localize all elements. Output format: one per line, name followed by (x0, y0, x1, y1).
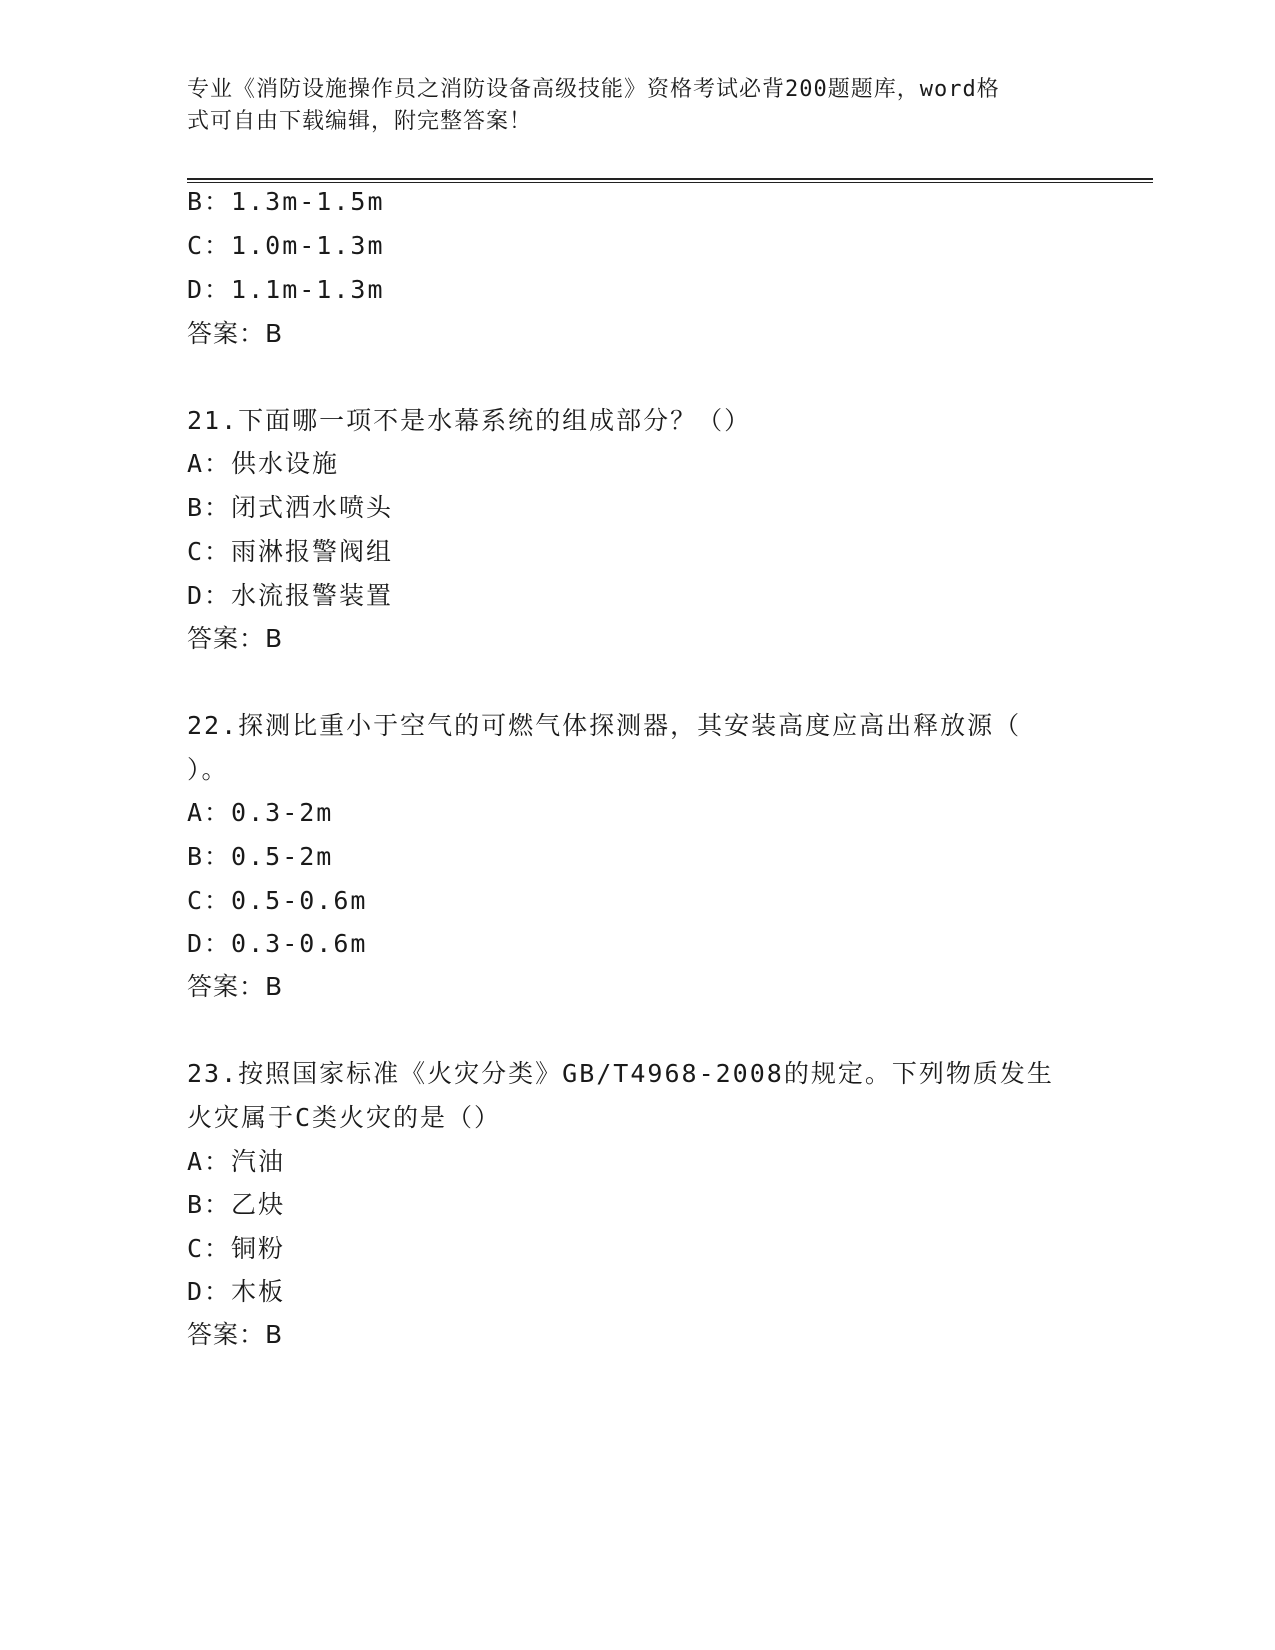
header-divider (187, 178, 1153, 183)
prev-option-c: C：1.0m-1.3m (187, 231, 385, 260)
question-23-option-c: C：铜粉 (187, 1234, 286, 1263)
question-21-option-b: B：闭式洒水喷头 (187, 493, 394, 522)
question-22-option-a: A：0.3-2m (187, 798, 334, 827)
question-22-option-b: B：0.5-2m (187, 842, 334, 871)
question-23-stem-cont: 火灾属于C类火灾的是（） (187, 1103, 502, 1132)
question-23-option-b: B：乙炔 (187, 1190, 286, 1219)
question-22-stem: 22.探测比重小于空气的可燃气体探测器，其安装高度应高出释放源（ (187, 711, 1022, 740)
question-22-option-d: D：0.3-0.6m (187, 929, 368, 958)
question-23-option-a: A：汽油 (187, 1147, 286, 1176)
prev-answer: 答案：B (187, 319, 284, 348)
question-22-answer: 答案：B (187, 972, 284, 1001)
question-23-option-d: D：木板 (187, 1277, 286, 1306)
question-21-answer: 答案：B (187, 624, 284, 653)
prev-option-b: B：1.3m-1.5m (187, 187, 385, 216)
prev-option-d: D：1.1m-1.3m (187, 275, 385, 304)
question-22-option-c: C：0.5-0.6m (187, 886, 368, 915)
header-line-2: 式可自由下载编辑，附完整答案！ (187, 109, 533, 134)
question-23-answer: 答案：B (187, 1320, 284, 1349)
document-header (187, 74, 1067, 138)
question-23-stem: 23.按照国家标准《火灾分类》GB/T4968-2008的规定。下列物质发生 (187, 1059, 1054, 1088)
header-line-1: 专业《消防设施操作员之消防设备高级技能》资格考试必背200题题库，word格 (187, 77, 1000, 102)
question-21-option-d: D：水流报警装置 (187, 581, 394, 610)
question-21-option-a: A：供水设施 (187, 449, 340, 478)
question-21-stem: 21.下面哪一项不是水幕系统的组成部分？（） (187, 406, 752, 435)
question-22-stem-cont: ）。 (187, 755, 229, 784)
question-21-option-c: C：雨淋报警阀组 (187, 537, 394, 566)
